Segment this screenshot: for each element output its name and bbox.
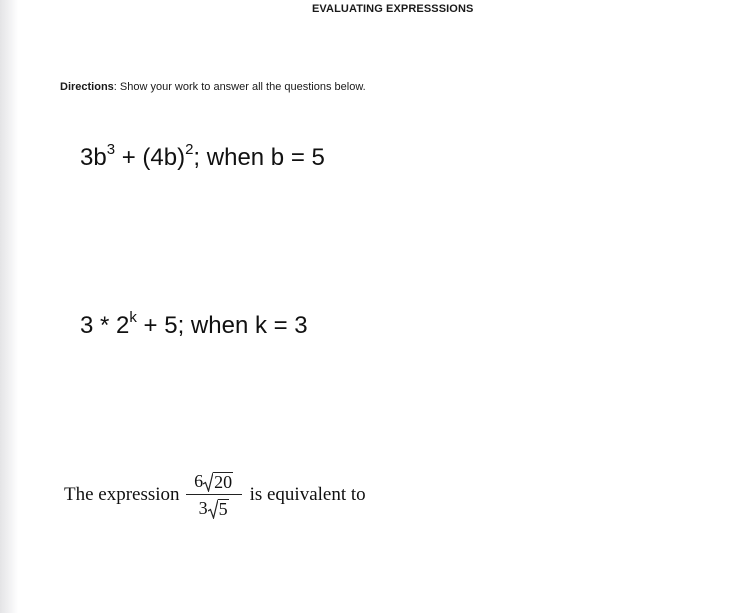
question-1	[80, 141, 325, 172]
directions-text: : Show your work to answer all the questions below.	[113, 81, 366, 93]
numerator-radical	[203, 472, 233, 492]
denominator-radical	[208, 499, 229, 519]
denominator-coefficient: 3	[198, 498, 208, 519]
question-2	[80, 309, 308, 340]
sqrt-icon	[208, 499, 218, 519]
question-1-part-3: ; when b = 5	[193, 144, 325, 171]
directions-label: Directions	[60, 81, 114, 93]
question-3-lead-text: The expression	[64, 483, 180, 505]
fraction-bar	[186, 494, 242, 495]
sqrt-icon	[203, 472, 213, 492]
fraction-numerator	[194, 470, 233, 492]
question-3	[64, 470, 366, 519]
fraction-denominator	[199, 497, 229, 519]
denominator-radicand: 5	[218, 499, 228, 520]
question-1-part-1: 3b	[80, 144, 107, 171]
directions	[60, 81, 366, 93]
question-2-exponent: k	[129, 309, 137, 326]
page-title: EVALUATING EXPRESSSIONS	[312, 3, 474, 15]
question-1-part-2: + (4b)	[115, 144, 186, 171]
fraction	[186, 470, 242, 519]
numerator-coefficient: 6	[194, 471, 204, 491]
question-2-part-1: 3 * 2	[80, 312, 130, 339]
question-1-exponent-2: 2	[185, 141, 194, 158]
question-1-exponent-1: 3	[106, 141, 116, 158]
question-3-tail-text: is equivalent to	[249, 483, 366, 505]
page-left-margin	[0, 0, 18, 613]
numerator-radicand: 20	[214, 472, 233, 492]
question-2-part-2: + 5; when k = 3	[136, 312, 308, 339]
